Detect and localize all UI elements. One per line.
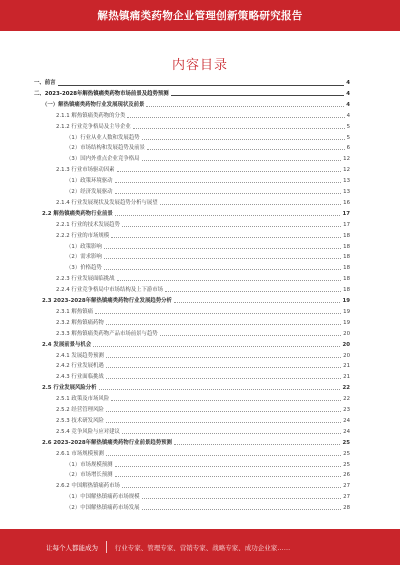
table-of-contents [34, 80, 350, 520]
toc-leader-dots [142, 498, 342, 499]
toc-entry-title: （2）中国解热镇痛药市场发展 [66, 505, 140, 512]
toc-entry[interactable] [56, 374, 350, 381]
toc-entry-page: 20 [343, 352, 350, 359]
toc-entry[interactable] [56, 396, 350, 403]
toc-entry-page: 5 [346, 134, 350, 141]
toc-entry-page: 20 [342, 341, 350, 348]
toc-entry-title: 2.6 2023-2028年解热镇痛类药物行业前景趋势预测 [42, 439, 172, 446]
toc-entry-title: 2.4 发展前景与机会 [42, 341, 92, 348]
toc-entry-title: 2.1.1 解热镇痛类药物的分类 [56, 112, 126, 119]
toc-entry[interactable] [56, 233, 350, 240]
toc-leader-dots [95, 313, 341, 314]
toc-entry-title: 2.3 2023-2028年解热镇痛类药物行业发展趋势分析 [42, 298, 172, 304]
toc-entry-title: 2.2.2 行业的市场规模 [56, 232, 110, 239]
toc-leader-dots [106, 367, 341, 368]
toc-entry-page: 26 [343, 472, 350, 479]
toc-entry[interactable] [56, 353, 350, 360]
toc-entry[interactable] [66, 254, 350, 261]
toc-leader-dots [122, 487, 341, 488]
toc-entry-page: 18 [343, 287, 350, 294]
toc-leader-dots [133, 128, 345, 129]
toc-entry-page: 19 [343, 319, 350, 326]
toc-entry[interactable] [66, 156, 350, 163]
toc-entry-title: 2.2.4 行业竞争格局中市场结构及上下游市场 [56, 287, 164, 294]
toc-entry[interactable] [42, 102, 350, 109]
toc-entry[interactable] [56, 418, 350, 425]
toc-leader-dots [115, 476, 342, 477]
toc-leader-dots [160, 335, 341, 336]
toc-entry-page: 18 [343, 254, 350, 261]
toc-leader-dots [127, 117, 344, 118]
toc-entry-page: 18 [343, 232, 350, 239]
toc-leader-dots [147, 149, 345, 150]
toc-entry-page: 4 [346, 112, 350, 119]
toc-entry[interactable] [56, 451, 350, 458]
toc-entry-page: 24 [343, 428, 350, 435]
toc-entry-page: 5 [346, 123, 350, 130]
toc-entry[interactable] [66, 189, 350, 196]
toc-entry-title: 2.4.1 发展趋势预测 [56, 352, 104, 359]
toc-entry-title: （1）行业从业人数和发展趋势 [66, 134, 140, 141]
footer-banner [0, 529, 400, 565]
toc-entry-page: 28 [343, 505, 350, 512]
toc-leader-dots [93, 346, 340, 347]
toc-entry-title: （1）政策环境驱动 [66, 178, 113, 185]
toc-leader-dots [174, 302, 341, 303]
toc-entry-page: 4 [346, 90, 350, 97]
toc-entry-page: 20 [343, 330, 350, 337]
toc-entry[interactable] [56, 407, 350, 414]
toc-leader-dots [115, 182, 342, 183]
toc-entry[interactable] [66, 472, 350, 479]
toc-entry-title: （3）国内外重点企业竞争格局 [66, 156, 140, 163]
toc-leader-dots [165, 291, 341, 292]
toc-entry-title: 2.3.1 解热镇痛 [56, 308, 93, 315]
toc-entry[interactable] [42, 385, 350, 392]
toc-leader-dots [106, 422, 341, 423]
toc-entry-page: 23 [343, 407, 350, 413]
toc-leader-dots [106, 411, 341, 412]
toc-entry[interactable] [56, 113, 350, 120]
toc-entry-page: 24 [343, 417, 350, 424]
toc-leader-dots [104, 258, 341, 259]
toc-entry-title: 2.5.2 经营管理风险 [56, 407, 104, 413]
toc-heading: 内容目录 [171, 58, 228, 73]
toc-entry-title: （一）解热镇痛类药物行业发展现状及前景 [42, 101, 145, 108]
toc-entry-title: 2.6.2 中国解热镇痛药市场 [56, 483, 120, 490]
toc-entry-page: 21 [343, 374, 350, 381]
toc-entry[interactable] [56, 124, 350, 131]
toc-entry-page: 25 [342, 439, 350, 446]
toc-leader-dots [106, 455, 341, 456]
footer-slogan: 让每个人都能成为 [46, 543, 98, 552]
toc-entry[interactable] [66, 265, 350, 272]
toc-entry[interactable] [66, 135, 350, 142]
toc-entry[interactable] [66, 178, 350, 185]
toc-entry[interactable] [66, 505, 350, 512]
toc-entry-page: 17 [342, 210, 350, 217]
toc-leader-dots [174, 444, 341, 445]
toc-leader-dots [142, 139, 345, 140]
toc-leader-dots [142, 160, 342, 161]
toc-entry-title: 2.2.1 行业的技术发展趋势 [56, 221, 120, 228]
toc-entry-page: 12 [343, 167, 350, 174]
toc-entry-title: 2.6.1 市场规模预测 [56, 450, 104, 457]
toc-entry-page: 6 [346, 145, 350, 152]
toc-entry-page: 12 [343, 156, 350, 163]
toc-leader-dots [106, 378, 341, 379]
toc-entry-page: 22 [342, 385, 350, 392]
toc-entry[interactable] [56, 483, 350, 490]
toc-entry[interactable] [42, 440, 350, 447]
toc-entry-title: 2.5.4 竞争风险与应对建议 [56, 428, 120, 435]
toc-leader-dots [146, 106, 344, 107]
toc-leader-dots [122, 433, 341, 434]
toc-entry[interactable] [66, 494, 350, 501]
toc-entry[interactable] [56, 320, 350, 327]
toc-leader-dots [117, 280, 342, 281]
toc-entry[interactable] [56, 363, 350, 370]
toc-entry-title: 2.1.2 行业竞争格局及主导企业 [56, 123, 131, 130]
toc-entry-page: 21 [343, 363, 350, 370]
toc-entry-title: （3）价格趋势 [66, 265, 102, 272]
toc-entry-title: 2.4.2 行业发展机遇 [56, 363, 104, 370]
toc-entry-title: （2）需求影响 [66, 254, 102, 261]
toc-entry-page: 16 [343, 199, 350, 206]
toc-leader-dots [106, 357, 341, 358]
toc-leader-dots [99, 389, 341, 390]
toc-entry[interactable] [56, 276, 350, 283]
toc-entry-page: 18 [343, 243, 350, 250]
toc-leader-dots [106, 324, 341, 325]
toc-leader-dots [115, 215, 341, 216]
toc-entry-page: 13 [343, 178, 350, 185]
toc-entry-title: 2.4.3 行业面临挑战 [56, 374, 104, 381]
toc-entry-title: 二、2023-2028年解热镇痛类药物市场前景及趋势预测 [34, 90, 169, 97]
toc-entry[interactable] [42, 211, 350, 218]
toc-entry-title: （2）经济发展驱动 [66, 189, 113, 195]
toc-entry[interactable] [66, 462, 350, 469]
toc-entry-page: 25 [343, 450, 350, 457]
toc-entry-page: 18 [343, 276, 350, 283]
toc-entry-title: 2.1.3 行业市场驱动因素 [56, 167, 115, 174]
toc-entry[interactable] [66, 145, 350, 152]
footer-tagline: 行业专家、管理专家、营销专家、战略专家、成功企业家…… [114, 543, 291, 552]
toc-leader-dots [58, 85, 345, 86]
toc-entry-page: 13 [343, 189, 350, 195]
toc-entry[interactable] [56, 200, 350, 207]
toc-entry[interactable] [56, 287, 350, 294]
toc-entry-page: 27 [343, 483, 350, 490]
toc-entry[interactable] [56, 331, 350, 338]
toc-entry-title: 2.2.3 行业发展面临挑战 [56, 276, 115, 283]
toc-entry-title: 2.5.1 政策及市场风险 [56, 396, 110, 403]
toc-leader-dots [111, 237, 341, 238]
toc-entry-title: 2.3.2 解热镇痛药物 [56, 319, 104, 326]
toc-leader-dots [111, 400, 341, 401]
toc-entry-title: 一、前言 [34, 80, 56, 86]
toc-entry-page: 19 [343, 308, 350, 315]
toc-entry-title: 2.2 解热镇痛类药物行业前景 [42, 210, 113, 217]
toc-leader-dots [115, 466, 342, 467]
toc-entry[interactable] [42, 342, 350, 349]
toc-entry-title: （2）市场结构和发展趋势及前景 [66, 145, 145, 152]
toc-entry[interactable] [34, 91, 350, 98]
toc-entry-title: （1）市场规模预测 [66, 461, 113, 468]
toc-entry-page: 17 [343, 221, 350, 228]
header-banner [0, 0, 400, 31]
toc-entry[interactable] [34, 80, 350, 87]
toc-leader-dots [104, 248, 341, 249]
toc-entry[interactable] [66, 244, 350, 251]
toc-entry-page: 22 [343, 396, 350, 403]
toc-entry-title: （2）市场增长预测 [66, 472, 113, 479]
toc-entry[interactable] [42, 298, 350, 305]
toc-leader-dots [115, 193, 342, 194]
toc-entry-page: 19 [342, 298, 350, 304]
toc-leader-dots [122, 226, 341, 227]
footer-divider [106, 541, 107, 553]
toc-leader-dots [171, 95, 345, 96]
toc-entry-page: 25 [343, 461, 350, 468]
toc-entry[interactable] [56, 167, 350, 174]
toc-leader-dots [104, 269, 341, 270]
toc-leader-dots [160, 204, 341, 205]
report-title: 解热镇痛类药物企业管理创新策略研究报告 [97, 10, 303, 22]
toc-entry[interactable] [56, 429, 350, 436]
toc-entry-title: 2.5.3 技术研发风险 [56, 417, 104, 424]
toc-entry-title: 2.1.4 行业发展现状及发展趋势分析与展望 [56, 199, 158, 206]
toc-entry-title: 2.5 行业发展风险分析 [42, 385, 97, 392]
toc-entry-page: 18 [343, 265, 350, 272]
toc-entry[interactable] [56, 309, 350, 316]
toc-leader-dots [117, 171, 342, 172]
toc-entry[interactable] [56, 222, 350, 229]
toc-leader-dots [142, 509, 342, 510]
toc-entry-page: 4 [346, 80, 350, 86]
toc-entry-title: （1）中国解热镇痛药市场规模 [66, 494, 140, 501]
toc-entry-page: 27 [343, 494, 350, 501]
toc-entry-title: 2.3.3 解热镇痛类药物产品市场前景与趋势 [56, 330, 158, 337]
toc-entry-title: （1）政策影响 [66, 243, 102, 250]
toc-entry-page: 4 [346, 101, 350, 108]
